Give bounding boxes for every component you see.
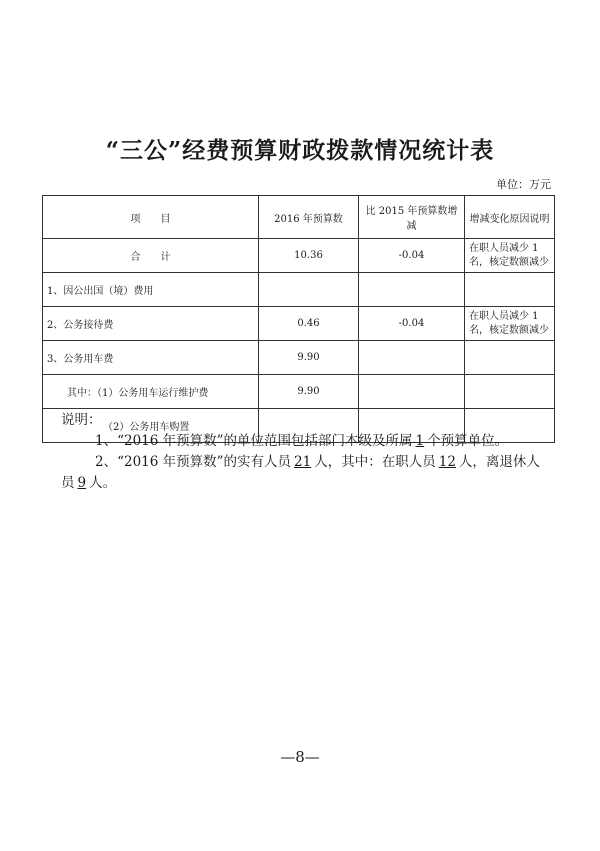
cell-item: 3、公务用车费: [43, 341, 259, 375]
notes-label: 说明：: [61, 412, 102, 428]
cell-change: -0.04: [359, 239, 465, 273]
cell-reason: [465, 341, 555, 375]
cell-reason: 在职人员减少 1 名，核定数额减少: [465, 239, 555, 273]
cell-item: 合 计: [43, 239, 259, 273]
notes-section: [61, 410, 541, 494]
table-header-row: [43, 196, 555, 239]
note-2-mid1: 人，其中：在职人员: [314, 454, 436, 470]
table-row: [43, 375, 555, 409]
note-2-end: 人。: [89, 475, 117, 491]
cell-budget: 0.46: [259, 307, 359, 341]
note-1-end: 个预算单位。: [427, 433, 509, 449]
cell-budget: 10.36: [259, 239, 359, 273]
cell-budget: 9.90: [259, 375, 359, 409]
cell-reason: 在职人员减少 1 名，核定数额减少: [465, 307, 555, 341]
cell-item: （2）公务用车购置: [43, 409, 259, 443]
header-budget: 2016 年预算数: [259, 196, 359, 239]
cell-budget: 9.90: [259, 341, 359, 375]
cell-reason: [465, 375, 555, 409]
staff-active: 12: [438, 454, 456, 470]
cell-budget: [259, 273, 359, 307]
header-change: 比 2015 年预算数增减: [359, 196, 465, 239]
header-reason: 增减变化原因说明: [465, 196, 555, 239]
note-2-mid2: 人，离退休人员: [61, 454, 540, 491]
page-number: —8—: [280, 748, 320, 766]
cell-item: 其中：（1）公务用车运行维护费: [43, 375, 259, 409]
table-row: [43, 307, 555, 341]
cell-change: -0.04: [359, 307, 465, 341]
table-row: [43, 273, 555, 307]
page-title: “三公”经费预算财政拨款情况统计表: [105, 137, 495, 164]
unit-count: 1: [415, 433, 425, 449]
budget-table: [42, 195, 555, 443]
unit-label: 单位：万元: [496, 178, 551, 191]
staff-retired: 9: [77, 475, 87, 491]
note-2: [61, 452, 541, 494]
header-item: 项 目: [43, 196, 259, 239]
cell-item: 2、公务接待费: [43, 307, 259, 341]
cell-change: [359, 375, 465, 409]
cell-change: [359, 341, 465, 375]
cell-reason: [465, 273, 555, 307]
table-row: [43, 341, 555, 375]
table-row-total: [43, 239, 555, 273]
cell-change: [359, 273, 465, 307]
note-1: [61, 431, 541, 452]
staff-total: 21: [294, 454, 312, 470]
cell-item: 1、因公出国（境）费用: [43, 273, 259, 307]
note-2-text: 2、“2016 年预算数”的实有人员: [95, 454, 292, 470]
note-1-text: 1、“2016 年预算数”的单位范围包括部门本级及所属: [95, 433, 413, 449]
